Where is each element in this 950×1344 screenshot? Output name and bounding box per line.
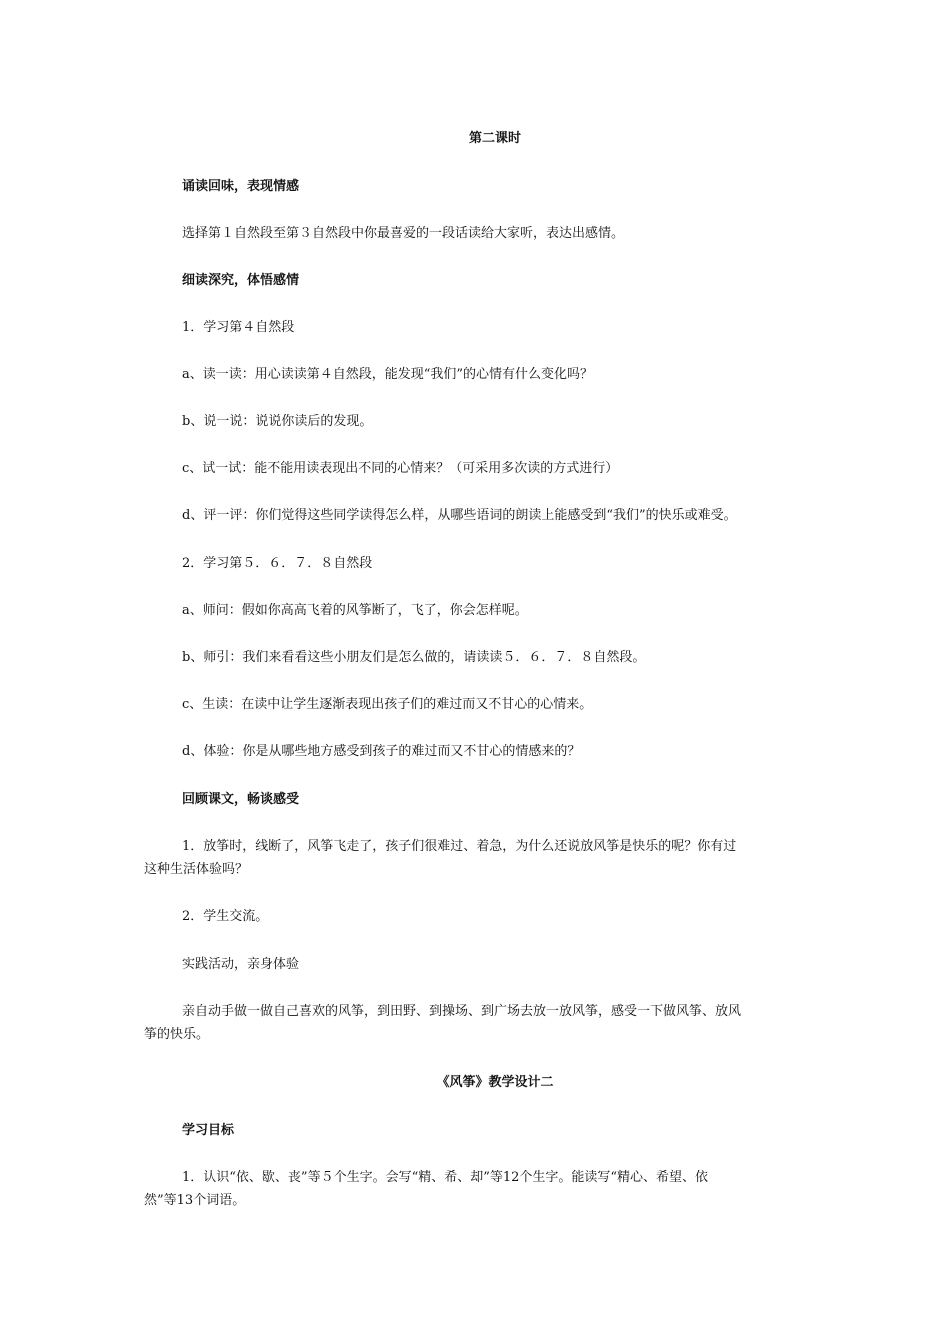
paragraph-line: 然”等13个词语。 bbox=[144, 1193, 246, 1208]
list-item: a、读一读：用心读读第４自然段，能发现“我们”的心情有什么变化吗？ bbox=[182, 367, 594, 382]
list-item: 1．学习第４自然段 bbox=[182, 320, 295, 335]
heading-recite: 诵读回味，表现情感 bbox=[182, 179, 300, 194]
section-title: 《风筝》教学设计二 bbox=[436, 1075, 554, 1090]
heading-review: 回顾课文，畅谈感受 bbox=[182, 792, 300, 807]
list-item: b、说一说：说说你读后的发现。 bbox=[182, 414, 373, 429]
list-item: c、试一试：能不能用读表现出不同的心情来？（可采用多次读的方式进行） bbox=[182, 461, 619, 476]
heading-practice: 实践活动，亲身体验 bbox=[182, 957, 300, 972]
list-item: 2．学习第５．６．７．８自然段 bbox=[182, 556, 373, 571]
paragraph: 2．学生交流。 bbox=[182, 909, 269, 924]
list-item: c、生读：在读中让学生逐渐表现出孩子们的难过而又不甘心的心情来。 bbox=[182, 697, 593, 712]
paragraph-line: 1．放筝时，线断了，风筝飞走了，孩子们很难过、着急，为什么还说放风筝是快乐的呢？你有过 bbox=[182, 839, 737, 854]
section-title: 第二课时 bbox=[468, 131, 521, 146]
heading-goals: 学习目标 bbox=[182, 1123, 235, 1138]
paragraph-line: 这种生活体验吗？ bbox=[144, 862, 249, 877]
paragraph-line: 筝的快乐。 bbox=[144, 1027, 210, 1042]
list-item: d、体验：你是从哪些地方感受到孩子的难过而又不甘心的情感来的？ bbox=[182, 744, 581, 759]
heading-deep-reading: 细读深究，体悟感情 bbox=[182, 273, 300, 288]
list-item: a、师问：假如你高高飞着的风筝断了，飞了，你会怎样呢。 bbox=[182, 603, 528, 618]
paragraph-line: 1．认识“依、歇、丧”等５个生字。会写“精、希、却”等12个生字。能读写“精心、希望、依 bbox=[182, 1170, 709, 1185]
list-item: b、师引：我们来看看这些小朋友们是怎么做的，请读读５．６．７．８自然段。 bbox=[182, 650, 646, 665]
list-item: d、评一评：你们觉得这些同学读得怎么样，从哪些语词的朗读上能感受到“我们”的快乐或难受。 bbox=[182, 508, 737, 523]
paragraph-line: 亲自动手做一做自己喜欢的风筝，到田野、到操场、到广场去放一放风筝，感受一下做风筝、放风 bbox=[182, 1004, 742, 1019]
paragraph: 选择第１自然段至第３自然段中你最喜爱的一段话读给大家听，表达出感情。 bbox=[182, 226, 625, 241]
